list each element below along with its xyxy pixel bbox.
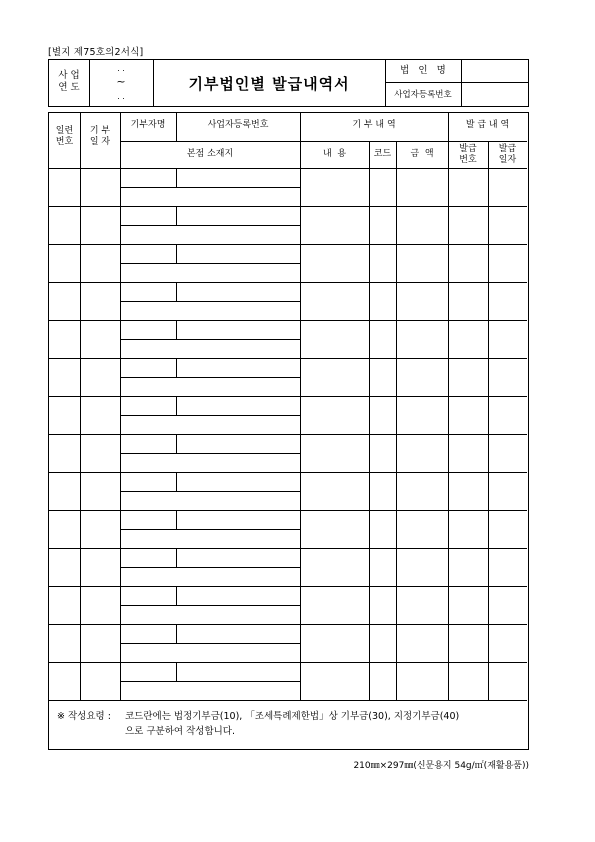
- table-grid-vline: [396, 141, 397, 700]
- cell-amount[interactable]: [396, 548, 448, 586]
- col-issue-details: 발 급 내 역: [465, 120, 510, 130]
- issuance-table: [48, 112, 529, 750]
- table-grid-vline: [176, 244, 177, 263]
- cell-issue-no[interactable]: [448, 358, 488, 396]
- note-label: ※ 작성요령 :: [57, 711, 111, 722]
- cell-issue-date[interactable]: [488, 168, 527, 206]
- col-code: 코드: [373, 149, 392, 159]
- cell-hq-location[interactable]: [120, 643, 300, 662]
- cell-content[interactable]: [300, 320, 369, 358]
- cell-biz-reg-no[interactable]: [176, 586, 300, 605]
- cell-content[interactable]: [300, 510, 369, 548]
- cell-donation-date[interactable]: [80, 472, 120, 510]
- table-grid-hline: [120, 567, 300, 568]
- col-content: 내 용: [322, 149, 347, 159]
- table-grid-vline: [176, 472, 177, 491]
- biz-reg-no-label: 사업자등록번호: [394, 90, 452, 100]
- table-grid-hline: [49, 206, 527, 207]
- corp-name-label: 법 인 명: [400, 65, 446, 76]
- cell-entry-no[interactable]: [49, 168, 80, 206]
- cell-donation-date[interactable]: [80, 168, 120, 206]
- cell-hq-location[interactable]: [120, 681, 300, 700]
- table-grid-vline: [176, 168, 177, 187]
- cell-issue-no[interactable]: [448, 206, 488, 244]
- cell-amount[interactable]: [396, 282, 448, 320]
- cell-donor-name[interactable]: [120, 434, 176, 453]
- table-grid-hline: [120, 681, 300, 682]
- table-grid-vline: [488, 141, 489, 700]
- cell-biz-reg-no[interactable]: [176, 510, 300, 529]
- cell-amount[interactable]: [396, 624, 448, 662]
- cell-issue-no[interactable]: [448, 662, 488, 700]
- table-grid-vline: [176, 282, 177, 301]
- cell-code[interactable]: [369, 358, 396, 396]
- cell-issue-date[interactable]: [488, 282, 527, 320]
- cell-issue-date[interactable]: [488, 586, 527, 624]
- cell-hq-location[interactable]: [120, 605, 300, 624]
- cell-amount[interactable]: [396, 434, 448, 472]
- table-grid-hline: [120, 339, 300, 340]
- cell-biz-reg-no[interactable]: [176, 168, 300, 187]
- table-grid-hline: [120, 187, 300, 188]
- table-grid-vline: [176, 358, 177, 377]
- table-grid-hline: [49, 662, 527, 663]
- cell-donor-name[interactable]: [120, 168, 176, 187]
- table-grid-hline: [49, 586, 527, 587]
- cell-entry-no[interactable]: [49, 396, 80, 434]
- cell-issue-date[interactable]: [488, 510, 527, 548]
- cell-donor-name[interactable]: [120, 548, 176, 567]
- table-grid-hline: [49, 244, 527, 245]
- table-grid-hline: [120, 491, 300, 492]
- cell-code[interactable]: [369, 624, 396, 662]
- cell-donor-name[interactable]: [120, 282, 176, 301]
- cell-content[interactable]: [300, 662, 369, 700]
- cell-content[interactable]: [300, 434, 369, 472]
- cell-biz-reg-no[interactable]: [176, 320, 300, 339]
- period-start-dots: . .: [117, 64, 125, 73]
- table-grid-hline: [49, 320, 527, 321]
- cell-hq-location[interactable]: [120, 491, 300, 510]
- cell-donation-date[interactable]: [80, 586, 120, 624]
- table-grid-hline: [120, 263, 300, 264]
- cell-donation-date[interactable]: [80, 510, 120, 548]
- cell-content[interactable]: [300, 624, 369, 662]
- cell-issue-no[interactable]: [448, 168, 488, 206]
- col-biz-reg-no: 사업자등록번호: [207, 120, 269, 130]
- cell-hq-location[interactable]: [120, 453, 300, 472]
- cell-issue-no[interactable]: [448, 396, 488, 434]
- form-header: [48, 59, 529, 107]
- col-donation-date: 기 부 일 자: [89, 126, 111, 147]
- cell-issue-no[interactable]: [448, 434, 488, 472]
- cell-amount[interactable]: [396, 244, 448, 282]
- table-grid-hline: [49, 700, 527, 701]
- table-grid-hline: [120, 529, 300, 530]
- table-grid-vline: [176, 434, 177, 453]
- table-grid-hline: [49, 168, 527, 169]
- cell-entry-no[interactable]: [49, 472, 80, 510]
- cell-issue-date[interactable]: [488, 320, 527, 358]
- table-grid-hline: [120, 453, 300, 454]
- col-donor-name: 기부자명: [130, 120, 166, 130]
- cell-issue-no[interactable]: [448, 244, 488, 282]
- table-grid-hline: [120, 301, 300, 302]
- cell-entry-no[interactable]: [49, 244, 80, 282]
- cell-content[interactable]: [300, 586, 369, 624]
- table-grid-hline: [49, 624, 527, 625]
- cell-donation-date[interactable]: [80, 320, 120, 358]
- cell-amount[interactable]: [396, 662, 448, 700]
- cell-issue-date[interactable]: [488, 244, 527, 282]
- cell-donation-date[interactable]: [80, 244, 120, 282]
- cell-code[interactable]: [369, 586, 396, 624]
- cell-code[interactable]: [369, 244, 396, 282]
- cell-amount[interactable]: [396, 510, 448, 548]
- cell-amount[interactable]: [396, 472, 448, 510]
- cell-hq-location[interactable]: [120, 377, 300, 396]
- cell-entry-no[interactable]: [49, 548, 80, 586]
- table-grid-vline: [176, 624, 177, 643]
- table-grid-hline: [49, 510, 527, 511]
- note-line-1: 코드란에는 법정기부금(10), 「조세특례제한법」상 기부금(30), 지정기부금(40): [125, 711, 460, 722]
- col-donation-details: 기 부 내 역: [352, 120, 396, 130]
- cell-code[interactable]: [369, 320, 396, 358]
- cell-donation-date[interactable]: [80, 624, 120, 662]
- table-grid-hline: [49, 472, 527, 473]
- business-year-label: 사 업 연 도: [58, 70, 80, 93]
- table-grid-vline: [176, 206, 177, 225]
- cell-issue-date[interactable]: [488, 206, 527, 244]
- table-grid-hline: [120, 415, 300, 416]
- cell-donor-name[interactable]: [120, 510, 176, 529]
- table-grid-hline: [49, 548, 527, 549]
- form-number-label: [별지 제75호의2서식]: [48, 47, 144, 58]
- cell-entry-no[interactable]: [49, 206, 80, 244]
- cell-content[interactable]: [300, 472, 369, 510]
- table-grid-vline: [80, 113, 81, 700]
- table-grid-hline: [49, 396, 527, 397]
- table-grid-hline: [120, 141, 527, 142]
- cell-hq-location[interactable]: [120, 187, 300, 206]
- table-grid-hline: [120, 225, 300, 226]
- cell-code[interactable]: [369, 282, 396, 320]
- cell-entry-no[interactable]: [49, 358, 80, 396]
- cell-biz-reg-no[interactable]: [176, 206, 300, 225]
- cell-donor-name[interactable]: [120, 662, 176, 681]
- cell-content[interactable]: [300, 206, 369, 244]
- cell-entry-no[interactable]: [49, 320, 80, 358]
- cell-issue-date[interactable]: [488, 548, 527, 586]
- table-grid-vline: [369, 141, 370, 700]
- table-grid-vline: [120, 113, 121, 700]
- cell-amount[interactable]: [396, 396, 448, 434]
- cell-amount[interactable]: [396, 206, 448, 244]
- col-hq-location: 본점 소재지: [186, 149, 234, 159]
- col-issue-no: 발급 번호: [459, 144, 477, 165]
- cell-donor-name[interactable]: [120, 586, 176, 605]
- cell-biz-reg-no[interactable]: [176, 662, 300, 681]
- cell-donation-date[interactable]: [80, 282, 120, 320]
- cell-entry-no[interactable]: [49, 624, 80, 662]
- period-end-dots: . .: [117, 92, 125, 101]
- col-issue-date: 발급 일자: [498, 144, 517, 165]
- cell-entry-no[interactable]: [49, 510, 80, 548]
- table-grid-hline: [120, 643, 300, 644]
- cell-entry-no[interactable]: [49, 586, 80, 624]
- cell-donor-name[interactable]: [120, 244, 176, 263]
- cell-hq-location[interactable]: [120, 567, 300, 586]
- cell-entry-no[interactable]: [49, 282, 80, 320]
- cell-issue-date[interactable]: [488, 358, 527, 396]
- cell-donor-name[interactable]: [120, 396, 176, 415]
- cell-code[interactable]: [369, 168, 396, 206]
- cell-issue-date[interactable]: [488, 472, 527, 510]
- cell-content[interactable]: [300, 396, 369, 434]
- table-grid-vline: [176, 113, 177, 141]
- cell-hq-location[interactable]: [120, 529, 300, 548]
- cell-donor-name[interactable]: [120, 206, 176, 225]
- table-grid-hline: [49, 358, 527, 359]
- cell-issue-date[interactable]: [488, 396, 527, 434]
- cell-amount[interactable]: [396, 358, 448, 396]
- cell-biz-reg-no[interactable]: [176, 358, 300, 377]
- col-entry-no: 일련 번호: [55, 126, 74, 147]
- cell-issue-no[interactable]: [448, 472, 488, 510]
- cell-donation-date[interactable]: [80, 396, 120, 434]
- cell-hq-location[interactable]: [120, 415, 300, 434]
- cell-issue-date[interactable]: [488, 624, 527, 662]
- table-grid-hline: [120, 605, 300, 606]
- cell-code[interactable]: [369, 662, 396, 700]
- table-grid-vline: [176, 396, 177, 415]
- cell-donor-name[interactable]: [120, 472, 176, 491]
- cell-issue-no[interactable]: [448, 548, 488, 586]
- cell-donation-date[interactable]: [80, 206, 120, 244]
- cell-donor-name[interactable]: [120, 624, 176, 643]
- paper-spec-footer: 210㎜×297㎜(신문용지 54g/㎡(재활용품)): [353, 761, 529, 771]
- cell-biz-reg-no[interactable]: [176, 282, 300, 301]
- table-grid-vline: [176, 662, 177, 681]
- cell-donation-date[interactable]: [80, 434, 120, 472]
- cell-code[interactable]: [369, 472, 396, 510]
- document-title: 기부법인별 발급내역서: [188, 75, 350, 93]
- cell-hq-location[interactable]: [120, 263, 300, 282]
- cell-code[interactable]: [369, 510, 396, 548]
- table-grid-vline: [176, 320, 177, 339]
- cell-biz-reg-no[interactable]: [176, 472, 300, 491]
- table-grid-hline: [49, 434, 527, 435]
- cell-issue-no[interactable]: [448, 624, 488, 662]
- note-line-2: 으로 구분하여 작성합니다.: [125, 726, 236, 737]
- cell-content[interactable]: [300, 282, 369, 320]
- cell-issue-no[interactable]: [448, 282, 488, 320]
- cell-content[interactable]: [300, 358, 369, 396]
- cell-code[interactable]: [369, 396, 396, 434]
- cell-biz-reg-no[interactable]: [176, 434, 300, 453]
- table-grid-hline: [49, 282, 527, 283]
- cell-biz-reg-no[interactable]: [176, 244, 300, 263]
- table-grid-hline: [120, 377, 300, 378]
- cell-issue-date[interactable]: [488, 434, 527, 472]
- col-amount: 금 액: [410, 149, 434, 159]
- cell-donor-name[interactable]: [120, 358, 176, 377]
- cell-amount[interactable]: [396, 168, 448, 206]
- cell-content[interactable]: [300, 168, 369, 206]
- cell-donor-name[interactable]: [120, 320, 176, 339]
- cell-issue-date[interactable]: [488, 662, 527, 700]
- cell-biz-reg-no[interactable]: [176, 396, 300, 415]
- cell-entry-no[interactable]: [49, 662, 80, 700]
- cell-hq-location[interactable]: [120, 301, 300, 320]
- cell-biz-reg-no[interactable]: [176, 548, 300, 567]
- cell-donation-date[interactable]: [80, 662, 120, 700]
- table-grid-vline: [176, 548, 177, 567]
- table-grid-vline: [448, 113, 449, 700]
- cell-code[interactable]: [369, 434, 396, 472]
- table-grid-vline: [176, 510, 177, 529]
- cell-hq-location[interactable]: [120, 225, 300, 244]
- cell-hq-location[interactable]: [120, 339, 300, 358]
- cell-amount[interactable]: [396, 320, 448, 358]
- cell-content[interactable]: [300, 548, 369, 586]
- cell-donation-date[interactable]: [80, 358, 120, 396]
- table-grid-vline: [300, 113, 301, 700]
- table-grid-vline: [176, 586, 177, 605]
- cell-amount[interactable]: [396, 586, 448, 624]
- cell-biz-reg-no[interactable]: [176, 624, 300, 643]
- period-tilde: ~: [116, 75, 126, 88]
- cell-code[interactable]: [369, 206, 396, 244]
- cell-issue-no[interactable]: [448, 510, 488, 548]
- cell-entry-no[interactable]: [49, 434, 80, 472]
- cell-donation-date[interactable]: [80, 548, 120, 586]
- cell-content[interactable]: [300, 244, 369, 282]
- cell-issue-no[interactable]: [448, 586, 488, 624]
- cell-issue-no[interactable]: [448, 320, 488, 358]
- cell-code[interactable]: [369, 548, 396, 586]
